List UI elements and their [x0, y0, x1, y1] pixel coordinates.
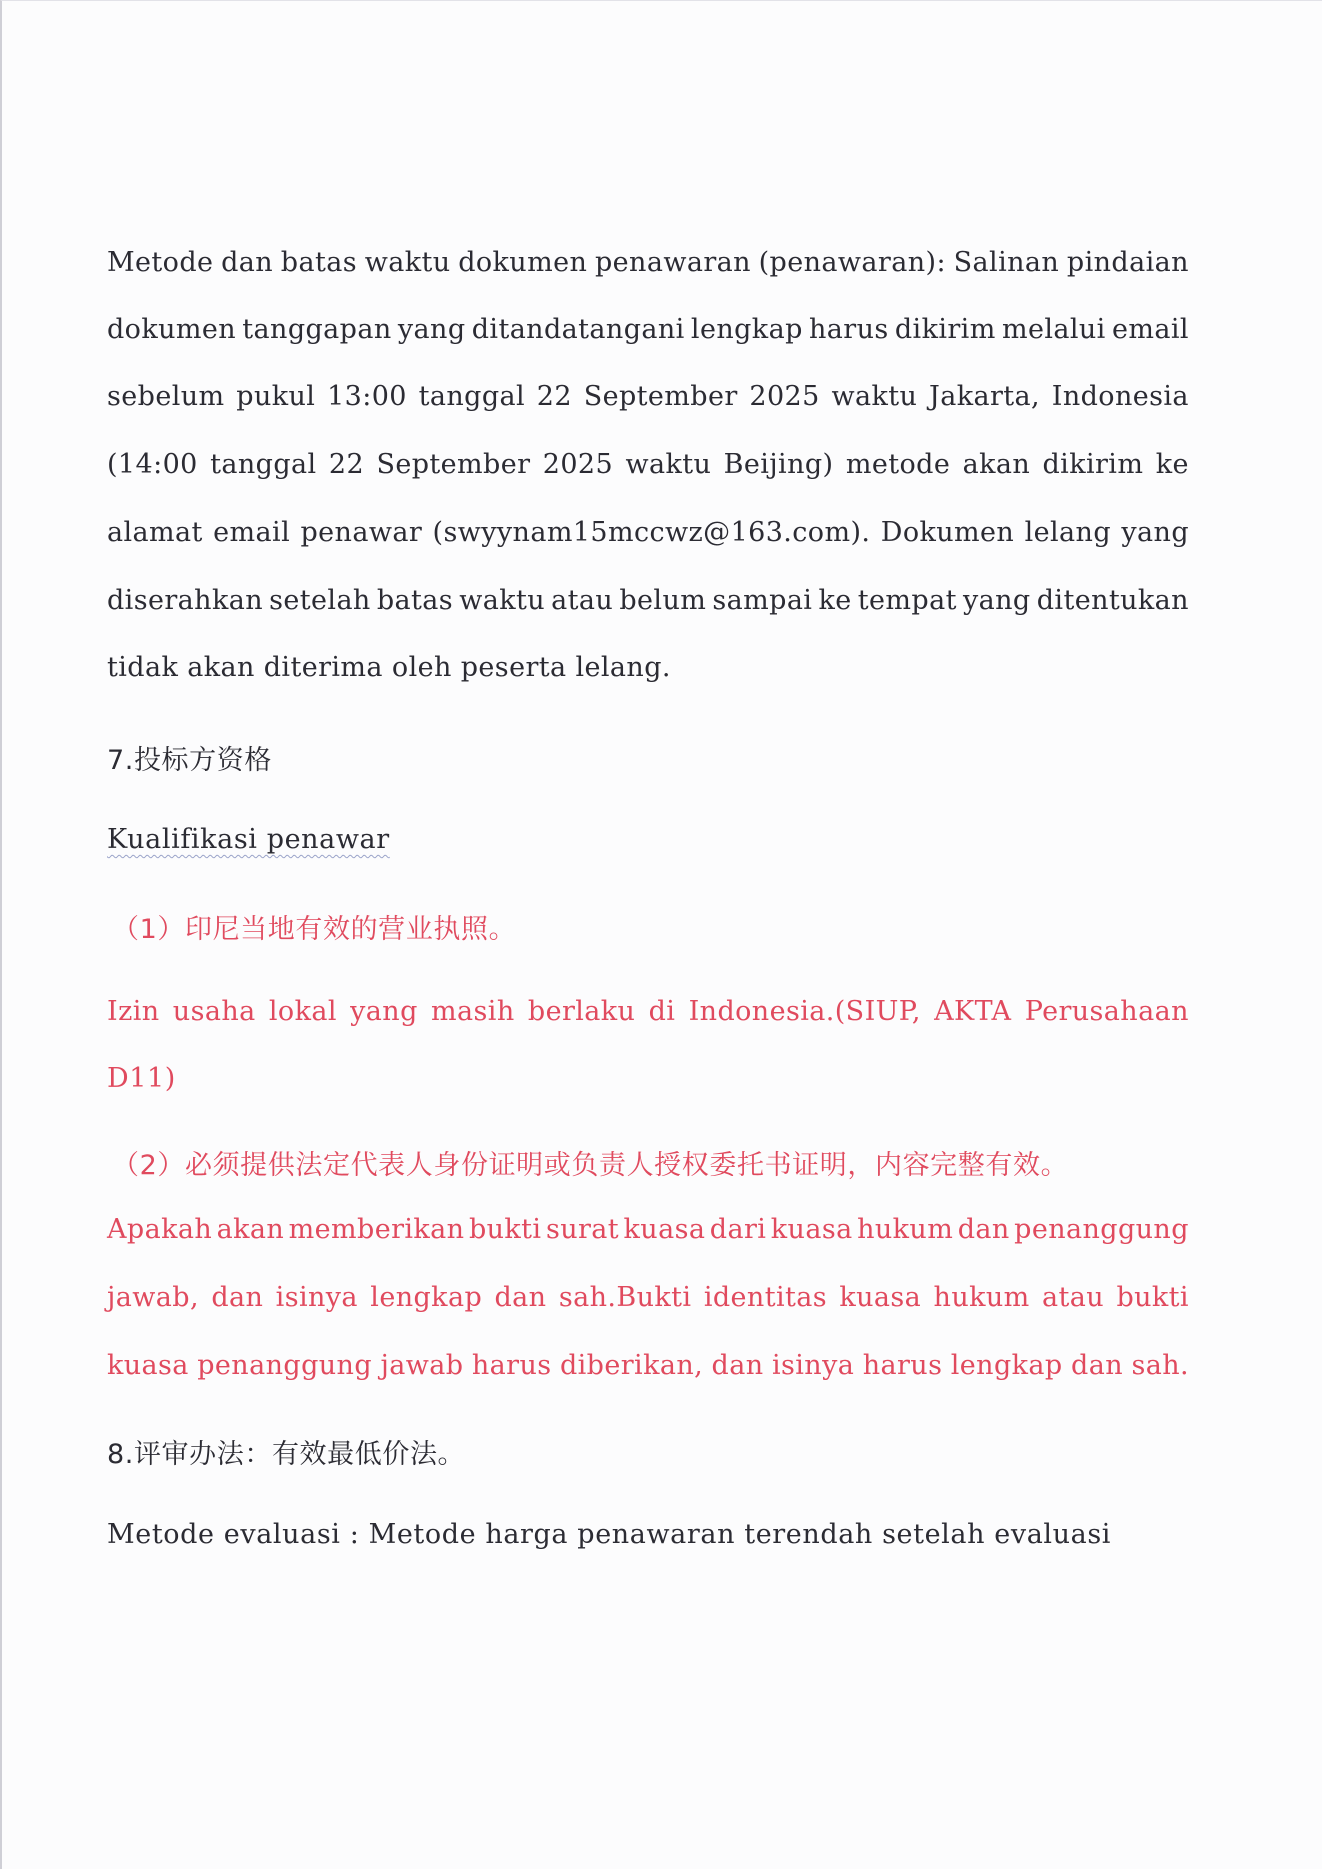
word: kuasa: [623, 1214, 706, 1245]
word: Jakarta,: [929, 381, 1041, 412]
word: sah.Bukti: [558, 1282, 692, 1313]
word: diserahkan: [107, 585, 263, 616]
word: alamat: [107, 517, 203, 548]
word: dan: [957, 1214, 1010, 1245]
section-8-heading-id: Metode evaluasi : Metode harga penawaran terendah setelah evaluasi: [107, 1519, 1112, 1550]
word: yang: [397, 314, 466, 345]
word: dan: [1071, 1350, 1124, 1381]
word: ditandatangani: [471, 314, 685, 345]
word: isinya: [771, 1350, 855, 1381]
intro-line-4: [107, 449, 1189, 480]
word: 2025: [542, 449, 614, 480]
word: Dokumen: [880, 517, 1015, 548]
section-8-heading-cn: 8.评审办法：有效最低价法。: [107, 1439, 466, 1470]
word: Beijing): [723, 449, 834, 480]
word: batas: [280, 247, 357, 278]
item-1-cn: （1）印尼当地有效的营业执照。: [112, 914, 517, 945]
word: 13:00: [327, 381, 407, 412]
word: harus: [471, 1350, 552, 1381]
intro-line-2: [107, 314, 1189, 345]
word: dan: [711, 1350, 764, 1381]
word: memberikan: [288, 1214, 465, 1245]
word: waktu: [459, 585, 546, 616]
word: dikirim: [894, 314, 996, 345]
word: pukul: [236, 381, 316, 412]
word: dan: [494, 1282, 547, 1313]
word: identitas: [703, 1282, 827, 1313]
word: sah.: [1131, 1350, 1189, 1381]
word: email: [213, 517, 291, 548]
word: Salinan: [953, 247, 1060, 278]
word: Perusahaan: [1024, 996, 1189, 1027]
word: ke: [818, 585, 852, 616]
word: tanggapan: [242, 314, 392, 345]
word: hukum: [933, 1282, 1030, 1313]
word: bukti: [1116, 1282, 1189, 1313]
word: usaha: [172, 996, 256, 1027]
word: dikirim: [1042, 449, 1144, 480]
word: lokal: [268, 996, 337, 1027]
word: di: [648, 996, 676, 1027]
word: harus: [808, 314, 889, 345]
word: belum: [619, 585, 707, 616]
item-2-cn: （2）必须提供法定代表人身份证明或负责人授权委托书证明，内容完整有效。: [112, 1150, 1069, 1181]
word: hukum: [857, 1214, 954, 1245]
word: lengkap: [690, 314, 803, 345]
word: dan: [221, 247, 274, 278]
word: Indonesia.(SIUP,: [688, 996, 921, 1027]
word: dokumen: [458, 247, 588, 278]
word: kuasa: [107, 1350, 189, 1381]
word: tempat: [857, 585, 957, 616]
word: masih: [431, 996, 515, 1027]
section-7-heading-id: [107, 824, 1189, 855]
word: waktu: [364, 247, 451, 278]
intro-line-5: [107, 517, 1189, 548]
word: lengkap: [950, 1350, 1063, 1381]
word: AKTA: [934, 996, 1012, 1027]
word: bukti: [468, 1214, 542, 1245]
word: lengkap: [370, 1282, 483, 1313]
word: harus: [862, 1350, 943, 1381]
word: penawaran: [594, 247, 751, 278]
word: 22: [328, 449, 365, 480]
item-1-id-line-2: D11): [107, 1063, 176, 1094]
item-2-id-line-2: [107, 1282, 1189, 1313]
word: Izin: [107, 996, 160, 1027]
word: 22: [536, 381, 572, 412]
word: (14:00: [107, 449, 198, 480]
word: yang: [1121, 517, 1189, 548]
word: tanggal: [210, 449, 317, 480]
word: yang: [350, 996, 418, 1027]
section-7-heading-cn: 7.投标方资格: [107, 745, 272, 776]
word: pindaian: [1066, 247, 1189, 278]
word: surat: [545, 1214, 620, 1245]
word: atau: [551, 585, 614, 616]
word: melalui: [1001, 314, 1106, 345]
word: ditentukan: [1036, 585, 1189, 616]
word: Indonesia: [1051, 381, 1189, 412]
word: akan: [216, 1214, 285, 1245]
word: email: [1111, 314, 1189, 345]
word: (penawaran):: [758, 247, 946, 278]
section-7-heading-id-text: Kualifikasi penawar: [107, 824, 390, 855]
word: sebelum: [107, 381, 225, 412]
word: atau: [1042, 1282, 1105, 1313]
word: berlaku: [527, 996, 636, 1027]
word: waktu: [625, 449, 712, 480]
word: kuasa: [839, 1282, 922, 1313]
intro-line-7: tidak akan diterima oleh peserta lelang.: [107, 652, 671, 683]
word: 2025: [749, 381, 820, 412]
word: waktu: [831, 381, 918, 412]
word: September: [376, 449, 531, 480]
word: akan: [962, 449, 1031, 480]
word: batas: [376, 585, 454, 616]
word: lelang: [1024, 517, 1111, 548]
item-2-id-line-3: [107, 1350, 1189, 1381]
word: penawar: [300, 517, 423, 548]
word: Metode: [107, 247, 214, 278]
word: dan: [211, 1282, 264, 1313]
item-2-id-line-1: [107, 1214, 1189, 1245]
word: isinya: [275, 1282, 358, 1313]
intro-line-3: [107, 381, 1189, 412]
word: jawab,: [107, 1282, 199, 1313]
word: penanggung: [197, 1350, 373, 1381]
intro-line-1: [107, 247, 1189, 278]
word: sampai: [712, 585, 813, 616]
word: ke: [1155, 449, 1189, 480]
word: dari: [709, 1214, 767, 1245]
word: (swyynam15mccwz@163.com).: [432, 517, 871, 548]
word: penanggung: [1014, 1214, 1189, 1245]
item-1-id-line-1: [107, 996, 1189, 1027]
word: yang: [962, 585, 1031, 616]
word: Apakah: [107, 1214, 213, 1245]
word: metode: [845, 449, 951, 480]
word: kuasa: [770, 1214, 853, 1245]
intro-line-6: [107, 585, 1189, 616]
word: dokumen: [107, 314, 237, 345]
word: diberikan,: [559, 1350, 704, 1381]
word: tanggal: [418, 381, 526, 412]
word: jawab: [380, 1350, 464, 1381]
word: September: [583, 381, 738, 412]
word: setelah: [269, 585, 371, 616]
